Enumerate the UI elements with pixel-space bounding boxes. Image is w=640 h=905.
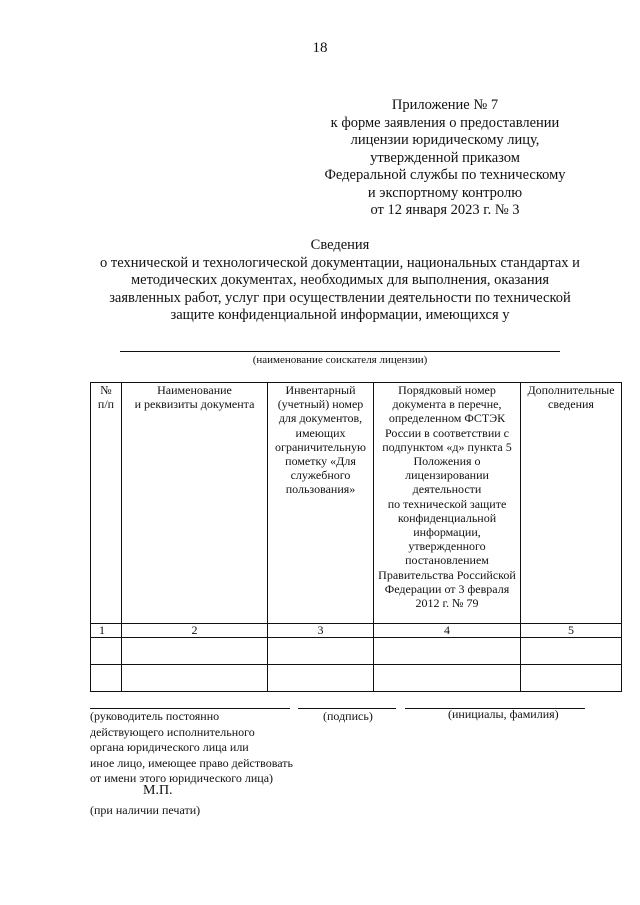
header-cell-number: № п/п: [91, 383, 122, 624]
applicant-caption: (наименование соискателя лицензии): [252, 354, 428, 366]
table-cell: [521, 665, 622, 692]
signature-caption: (подпись): [323, 709, 373, 723]
table-row: [91, 665, 622, 692]
document-title: [70, 237, 610, 325]
stamp-note: (при наличии печати): [90, 803, 201, 817]
title-line: методических документах, необходимых для выполнения, оказания: [130, 272, 550, 288]
appendix-line: Приложение № 7: [391, 97, 499, 113]
title-line: Сведения: [310, 237, 370, 253]
table-cell: [521, 638, 622, 665]
table-cell: [122, 665, 268, 692]
applicant-name-line: [120, 351, 560, 352]
column-number-cell: 5: [521, 624, 622, 638]
table-cell: [268, 638, 374, 665]
header-cell-inventory: Инвентарный (учетный) номер для документов, имеющих ограничительную пометку «Для служебного пользования»: [268, 383, 374, 624]
column-number-cell: 2: [122, 624, 268, 638]
table-cell: [91, 638, 122, 665]
header-cell-fstek-number: Порядковый номер документа в перечне, определенном ФСТЭК России в соответствии с подпунктом «д» пункта 5 Положения о лицензировании деятельности по технической защите конфиденциальной информации, утвержденного постановлением Правительства Российской Федерации от 3 февраля 2012 г. № 79: [374, 383, 521, 624]
head-caption: (руководитель постоянно действующего исполнительного органа юридического лица или иное лицо, имеющее право действовать от имени этого юридического лица): [90, 709, 293, 785]
table-row: [91, 638, 622, 665]
column-numbers-row: [91, 624, 622, 638]
appendix-line: лицензии юридическому лицу,: [350, 132, 540, 148]
table-cell: [374, 638, 521, 665]
title-line: о технической и технологической документации, национальных стандартах и: [100, 254, 580, 271]
table-header-row: [91, 383, 622, 624]
appendix-line: и экспортному контролю: [367, 184, 523, 201]
appendix-line: утвержденной приказом: [370, 149, 520, 166]
documents-table: [90, 382, 622, 692]
table-cell: [268, 665, 374, 692]
column-number-cell: 4: [374, 624, 521, 638]
title-line: защите конфиденциальной информации, имеющихся у: [170, 307, 510, 323]
column-number-cell: 3: [268, 624, 374, 638]
appendix-line: от 12 января 2023 г. № 3: [370, 202, 520, 218]
table-cell: [374, 665, 521, 692]
title-line: заявленных работ, услуг при осуществлении деятельности по технической: [109, 289, 571, 306]
table-cell: [122, 638, 268, 665]
table-cell: [91, 665, 122, 692]
header-cell-name: Наименование и реквизиты документа: [122, 383, 268, 624]
stamp-label: М.П.: [143, 783, 173, 798]
column-number-cell: 1: [91, 624, 122, 638]
header-cell-additional: Дополнительные сведения: [521, 383, 622, 624]
appendix-line: Федеральной службы по техническому: [324, 167, 566, 183]
initials-caption: (инициалы, фамилия): [448, 707, 559, 721]
page-number: 18: [312, 40, 328, 56]
appendix-line: к форме заявления о предоставлении: [330, 114, 560, 131]
appendix-header: [300, 97, 590, 220]
